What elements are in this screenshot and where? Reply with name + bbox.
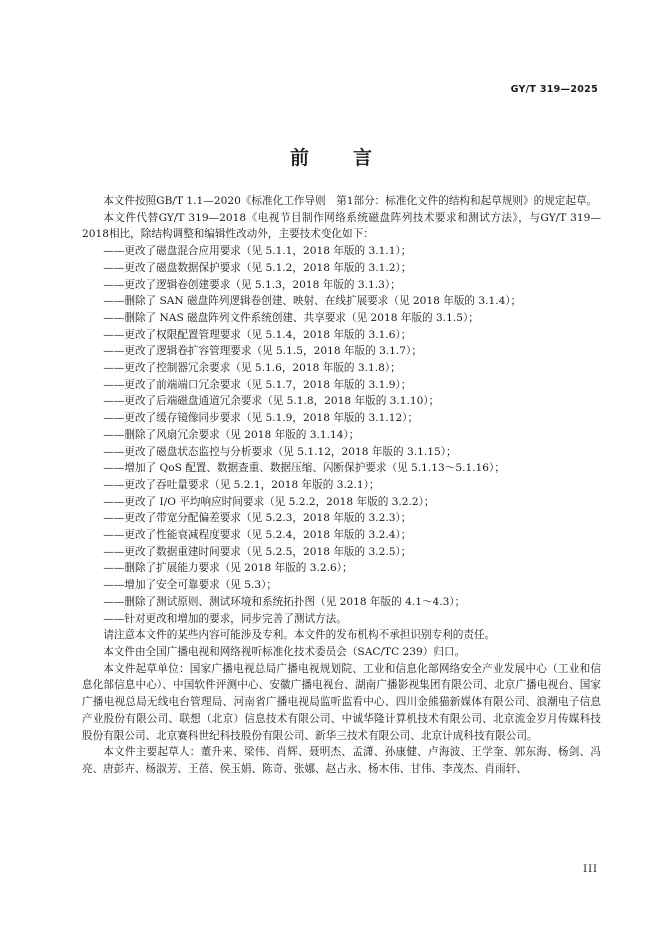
title-char-1: 前 <box>289 147 309 169</box>
standard-code: GY/T 319—2025 <box>510 84 598 95</box>
change-item: ——更改了权限配置管理要求（见 5.1.4，2018 年版的 3.1.6）； <box>103 328 412 341</box>
change-item: ——更改了带宽分配偏差要求（见 5.2.3，2018 年版的 3.2.3）； <box>103 512 412 525</box>
change-item: ——更改了前端端口冗余要求（见 5.1.7，2018 年版的 3.1.9）； <box>103 378 412 391</box>
paragraph-drafting-rules: 本文件按照GB/T 1.1—2020《标准化工作导则 第1部分：标准化文件的结构和起草规则》的规定起草。 <box>103 195 598 207</box>
change-item: ——更改了后端磁盘通道冗余要求（见 5.1.8，2018 年版的 3.1.10）； <box>103 395 440 408</box>
change-item: ——更改了磁盘状态监控与分析要求（见 5.1.12，2018 年版的 3.1.15）； <box>103 445 457 458</box>
paragraph-replacement: 本文件代替GY/T 319—2018《电视节目制作网络系统磁盘阵列技术要求和测试方法》，与GY/T 319—2018相比，除结构调整和编辑性改动外，主要技术变化如下： <box>82 211 601 241</box>
change-item: ——增加了 QoS 配置、数据查重、数据压缩、闪断保护要求（见 5.1.13～5.1.16）； <box>103 462 505 475</box>
change-item: ——删除了扩展能力要求（见 2018 年版的 3.2.6）； <box>103 562 353 575</box>
change-item: ——删除了 NAS 磁盘阵列文件系统创建、共享要求（见 2018 年版的 3.1.5）； <box>103 311 479 324</box>
document-body <box>82 193 601 778</box>
change-item: ——删除了测试原则、测试环境和系统拓扑图（见 2018 年版的 4.1～4.3）； <box>103 595 466 608</box>
change-item: ——删除了风扇冗余要求（见 2018 年版的 3.1.14）； <box>103 428 360 441</box>
change-item: ——更改了吞吐量要求（见 5.2.1，2018 年版的 3.2.1）； <box>103 478 380 491</box>
change-item: ——更改了逻辑卷扩容管理要求（见 5.1.5，2018 年版的 3.1.7）； <box>103 345 422 358</box>
change-item: ——更改了 I/O 平均响应时间要求（见 5.2.2，2018 年版的 3.2.2）； <box>103 495 435 508</box>
change-item: ——删除了 SAN 磁盘阵列逻辑卷创建、映射、在线扩展要求（见 2018 年版的 3.1.4）； <box>103 295 522 308</box>
change-item: ——更改了磁盘混合应用要求（见 5.1.1，2018 年版的 3.1.1）； <box>103 245 412 258</box>
change-item: ——更改了控制器冗余要求（见 5.1.6，2018 年版的 3.1.8）； <box>103 362 401 375</box>
paragraph-committee: 本文件由全国广播电视和网络视听标准化技术委员会（SAC/TC 239）归口。 <box>103 645 466 658</box>
paragraph-drafters: 本文件主要起草人：董升来、梁伟、肖辉、聂明杰、孟潇、孙康健、卢海波、王学奎、郭东海、杨剑、冯亮、唐彭卉、杨淑芳、王蓓、侯玉娟、陈奇、张娜、赵占永、杨木伟、甘伟、李茂杰、肖雨轩、 <box>82 746 601 775</box>
title-char-2: 言 <box>353 147 373 169</box>
change-item: ——更改了磁盘数据保护要求（见 5.1.2，2018 年版的 3.1.2）； <box>103 261 412 274</box>
page-title <box>0 143 662 170</box>
change-item: ——针对更改和增加的要求，同步完善了测试方法。 <box>103 612 347 625</box>
change-item: ——更改了性能衰减程度要求（见 5.2.4，2018 年版的 3.2.4）； <box>103 529 412 542</box>
change-item: ——更改了缓存镜像同步要求（见 5.1.9，2018 年版的 3.1.12）； <box>103 412 419 425</box>
change-item: ——更改了逻辑卷创建要求（见 5.1.3，2018 年版的 3.1.3）； <box>103 278 401 291</box>
change-item: ——增加了安全可靠要求（见 5.3）； <box>103 579 278 592</box>
change-item: ——更改了数据重建时间要求（见 5.2.5，2018 年版的 3.2.5）； <box>103 545 412 558</box>
paragraph-patent-notice: 请注意本文件的某些内容可能涉及专利。本文件的发布机构不承担识别专利的责任。 <box>103 629 496 642</box>
paragraph-drafting-units: 本文件起草单位：国家广播电视总局广播电视规划院、工业和信息化部网络安全产业发展中心（工业和信息化部信息中心）、中国软件评测中心、安徽广播电视台、湖南广播影视集团有限公司、北京广播电视台、国家广播电视总局无线电台管理局、河南省广播电视局监听监看中心、四川金熊猫新媒体有限公司、浪潮电子信息产业股份有限公司、联想（北京）信息技术有限公司、中诚华隆计算机技术有限公司、北京流金岁月传媒科技股份有限公司、北京赛科世纪科技股份有限公司、新华三技术有限公司、北京计成科技有限公司。 <box>82 662 601 742</box>
page-number: III <box>583 864 598 875</box>
